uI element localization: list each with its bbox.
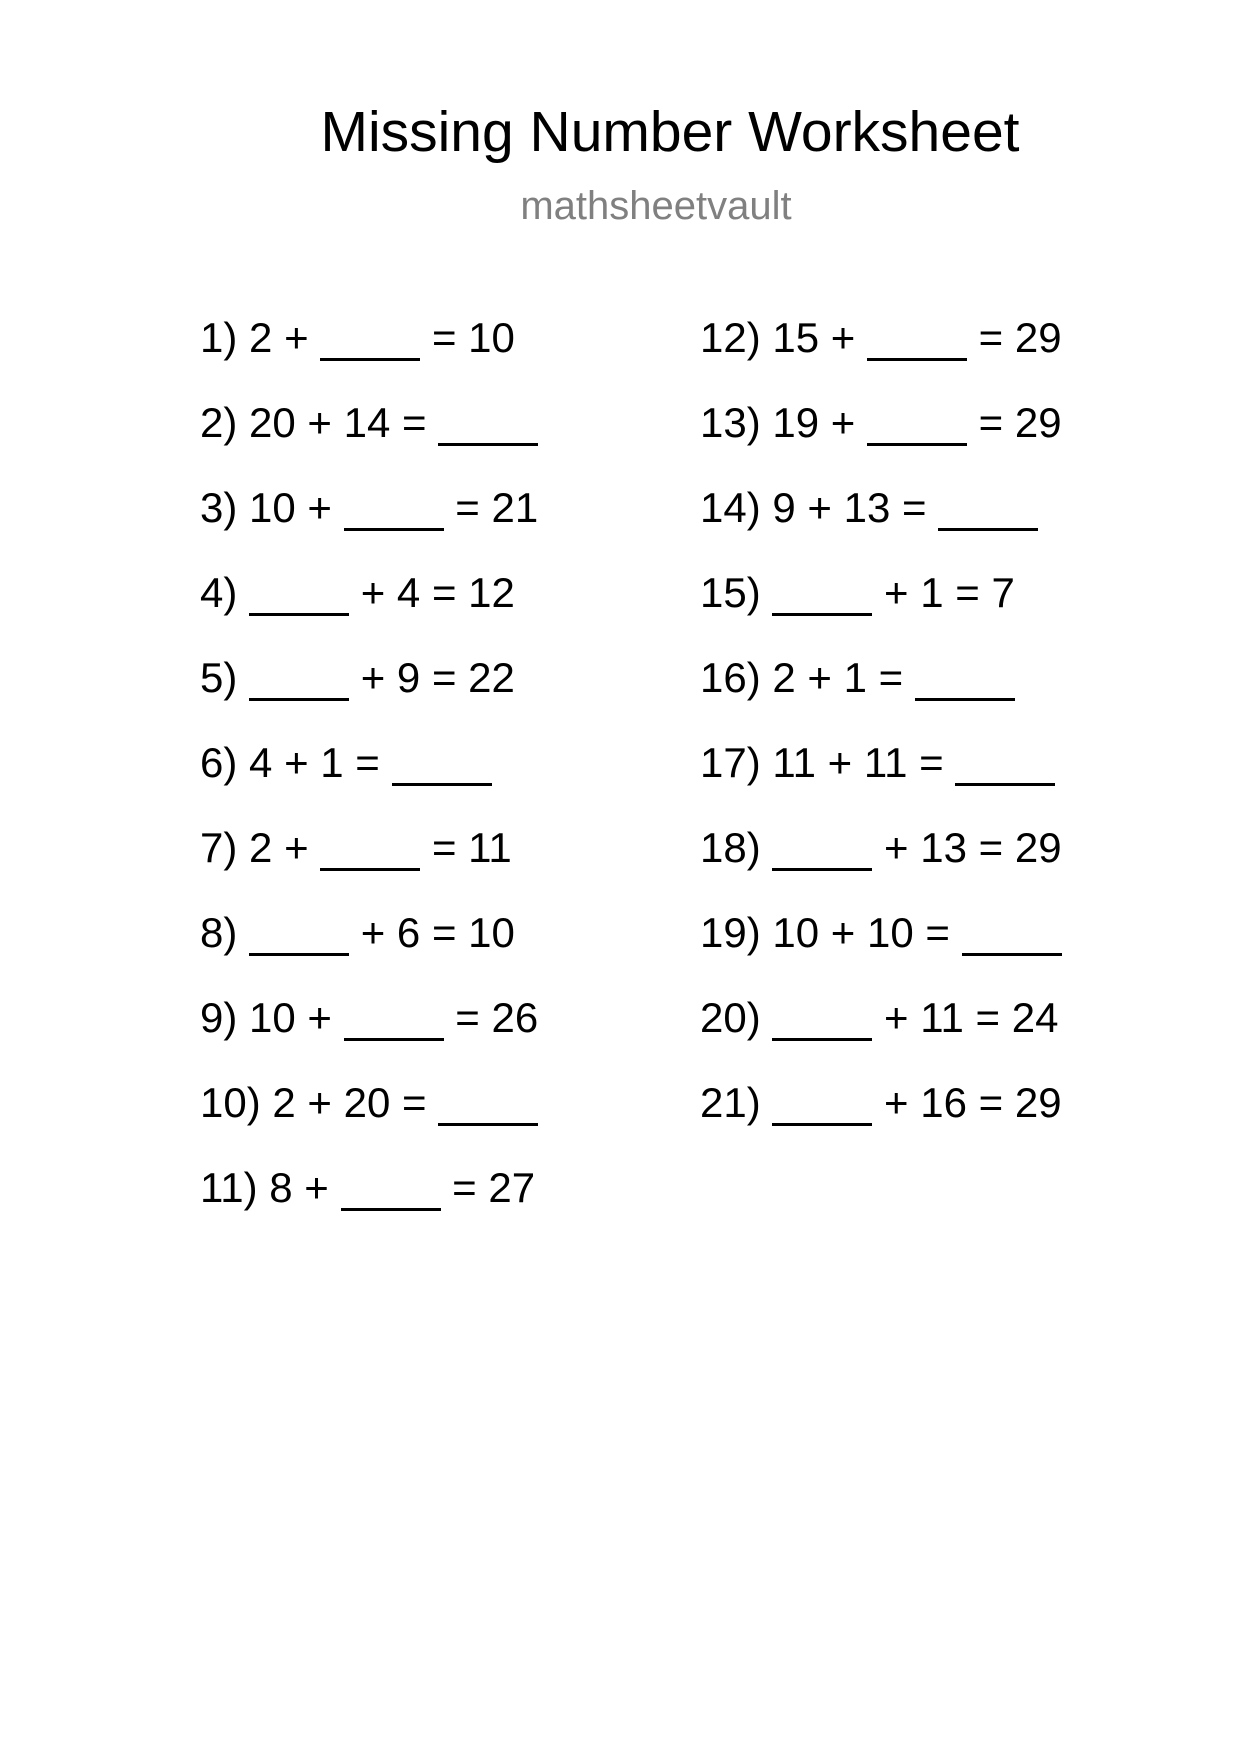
problem-number: 1) <box>200 314 238 361</box>
answer-blank[interactable] <box>320 356 420 361</box>
operand-b: 1 <box>920 569 944 616</box>
problem-number: 4) <box>200 569 238 616</box>
plus-sign: + <box>827 739 853 786</box>
problem-item <box>700 397 1062 449</box>
problem-number: 15) <box>700 569 761 616</box>
result-value: 24 <box>1011 994 1059 1041</box>
answer-blank[interactable] <box>772 866 872 871</box>
operand-a: 15 <box>772 314 820 361</box>
operand-a: 10 <box>249 484 296 531</box>
operand-a: 2 <box>249 824 273 871</box>
result-value: 21 <box>491 484 539 531</box>
problem-item <box>700 567 1015 619</box>
operand-b: 11 <box>863 739 908 786</box>
equals-sign: = <box>455 994 480 1041</box>
operand-b: 6 <box>396 909 421 956</box>
equals-sign: = <box>978 314 1004 361</box>
problem-number: 17) <box>700 739 761 786</box>
result-value: 29 <box>1014 1079 1062 1126</box>
plus-sign: + <box>307 1079 332 1126</box>
operand-b: 16 <box>920 1079 967 1126</box>
plus-sign: + <box>284 314 309 361</box>
problem-number: 11) <box>200 1164 258 1211</box>
equals-sign: = <box>402 399 427 446</box>
problem-item <box>200 567 515 619</box>
equals-sign: = <box>902 484 927 531</box>
answer-blank[interactable] <box>341 1206 441 1211</box>
operand-b: 13 <box>920 824 967 871</box>
problem-item <box>700 992 1058 1044</box>
plus-sign: + <box>884 994 909 1041</box>
answer-blank[interactable] <box>249 696 349 701</box>
operand-b: 20 <box>343 1079 391 1126</box>
result-value: 27 <box>488 1164 536 1211</box>
problem-number: 10) <box>200 1079 261 1126</box>
problem-number: 18) <box>700 824 761 871</box>
problem-item <box>700 482 1038 534</box>
plus-sign: + <box>360 569 386 616</box>
problem-number: 2) <box>200 399 238 446</box>
operand-a: 2 <box>772 654 796 701</box>
answer-blank[interactable] <box>772 1121 872 1126</box>
operand-a: 10 <box>249 994 296 1041</box>
problem-number: 3) <box>200 484 238 531</box>
plus-sign: + <box>284 824 309 871</box>
equals-sign: = <box>355 739 380 786</box>
problem-number: 19) <box>700 909 761 956</box>
equals-sign: = <box>978 399 1004 446</box>
plus-sign: + <box>884 1079 909 1126</box>
problem-number: 7) <box>200 824 238 871</box>
equals-sign: = <box>978 824 1004 871</box>
operand-a: 9 <box>772 484 796 531</box>
answer-blank[interactable] <box>938 526 1038 531</box>
problem-number: 21) <box>700 1079 761 1126</box>
equals-sign: = <box>431 654 457 701</box>
plus-sign: + <box>830 909 856 956</box>
plus-sign: + <box>307 994 332 1041</box>
operand-b: 1 <box>843 654 867 701</box>
problem-item <box>700 312 1062 364</box>
operand-b: 11 <box>920 994 964 1041</box>
answer-blank[interactable] <box>249 951 349 956</box>
answer-blank[interactable] <box>438 1121 538 1126</box>
operand-b: 4 <box>396 569 421 616</box>
plus-sign: + <box>884 824 909 871</box>
operand-b: 1 <box>320 739 344 786</box>
result-value: 10 <box>468 909 515 956</box>
problem-number: 12) <box>700 314 761 361</box>
problem-item <box>700 907 1062 959</box>
problem-number: 6) <box>200 739 238 786</box>
problem-item <box>200 482 538 534</box>
equals-sign: = <box>975 994 1001 1041</box>
operand-a: 10 <box>772 909 820 956</box>
plus-sign: + <box>360 654 386 701</box>
result-value: 10 <box>468 314 515 361</box>
answer-blank[interactable] <box>392 781 492 786</box>
problem-item <box>200 397 538 449</box>
answer-blank[interactable] <box>320 866 420 871</box>
problem-item <box>200 907 515 959</box>
plus-sign: + <box>807 484 832 531</box>
result-value: 29 <box>1014 314 1062 361</box>
problem-item <box>200 1077 538 1129</box>
problem-item <box>200 312 515 364</box>
problem-item <box>700 1077 1062 1129</box>
problem-item <box>700 652 1015 704</box>
result-value: 26 <box>491 994 539 1041</box>
problem-item <box>200 1162 535 1214</box>
problem-number: 13) <box>700 399 761 446</box>
answer-blank[interactable] <box>867 441 967 446</box>
answer-blank[interactable] <box>867 356 967 361</box>
answer-blank[interactable] <box>249 611 349 616</box>
plus-sign: + <box>830 314 856 361</box>
equals-sign: = <box>919 739 944 786</box>
plus-sign: + <box>884 569 909 616</box>
operand-b: 13 <box>843 484 891 531</box>
plus-sign: + <box>830 399 856 446</box>
result-value: 29 <box>1014 824 1062 871</box>
equals-sign: = <box>878 654 904 701</box>
problem-item <box>200 652 515 704</box>
problem-number: 9) <box>200 994 238 1041</box>
operand-a: 20 <box>249 399 296 446</box>
operand-b: 14 <box>343 399 391 446</box>
plus-sign: + <box>307 399 332 446</box>
answer-blank[interactable] <box>344 1036 444 1041</box>
answer-blank[interactable] <box>955 781 1055 786</box>
operand-a: 2 <box>249 314 273 361</box>
result-value: 7 <box>991 569 1015 616</box>
operand-a: 2 <box>272 1079 296 1126</box>
answer-blank[interactable] <box>962 951 1062 956</box>
worksheet-title: Missing Number Worksheet <box>320 100 1020 164</box>
answer-blank[interactable] <box>344 526 444 531</box>
operand-a: 11 <box>772 739 816 786</box>
answer-blank[interactable] <box>772 611 872 616</box>
result-value: 11 <box>468 824 512 871</box>
equals-sign: = <box>925 909 950 956</box>
operand-a: 8 <box>269 1164 293 1211</box>
problem-number: 16) <box>700 654 761 701</box>
result-value: 29 <box>1014 399 1062 446</box>
problem-item <box>200 737 492 789</box>
operand-b: 9 <box>396 654 421 701</box>
problem-item <box>200 822 512 874</box>
equals-sign: = <box>402 1079 427 1126</box>
operand-a: 4 <box>249 739 273 786</box>
problem-number: 8) <box>200 909 238 956</box>
problem-number: 20) <box>700 994 761 1041</box>
result-value: 12 <box>468 569 515 616</box>
operand-b: 10 <box>866 909 914 956</box>
equals-sign: = <box>955 569 980 616</box>
worksheet-subtitle: mathsheetvault <box>520 184 792 228</box>
equals-sign: = <box>431 314 457 361</box>
answer-blank[interactable] <box>438 441 538 446</box>
answer-blank[interactable] <box>772 1036 872 1041</box>
result-value: 22 <box>468 654 515 701</box>
problem-item <box>700 737 1055 789</box>
equals-sign: = <box>455 484 480 531</box>
equals-sign: = <box>452 1164 477 1211</box>
equals-sign: = <box>978 1079 1004 1126</box>
plus-sign: + <box>360 909 386 956</box>
answer-blank[interactable] <box>915 696 1015 701</box>
problem-number: 14) <box>700 484 761 531</box>
equals-sign: = <box>431 569 457 616</box>
equals-sign: = <box>431 824 457 871</box>
problem-number: 5) <box>200 654 238 701</box>
plus-sign: + <box>304 1164 329 1211</box>
operand-a: 19 <box>772 399 820 446</box>
plus-sign: + <box>807 654 832 701</box>
plus-sign: + <box>284 739 309 786</box>
equals-sign: = <box>431 909 457 956</box>
problem-item <box>700 822 1062 874</box>
plus-sign: + <box>307 484 332 531</box>
problem-item <box>200 992 538 1044</box>
